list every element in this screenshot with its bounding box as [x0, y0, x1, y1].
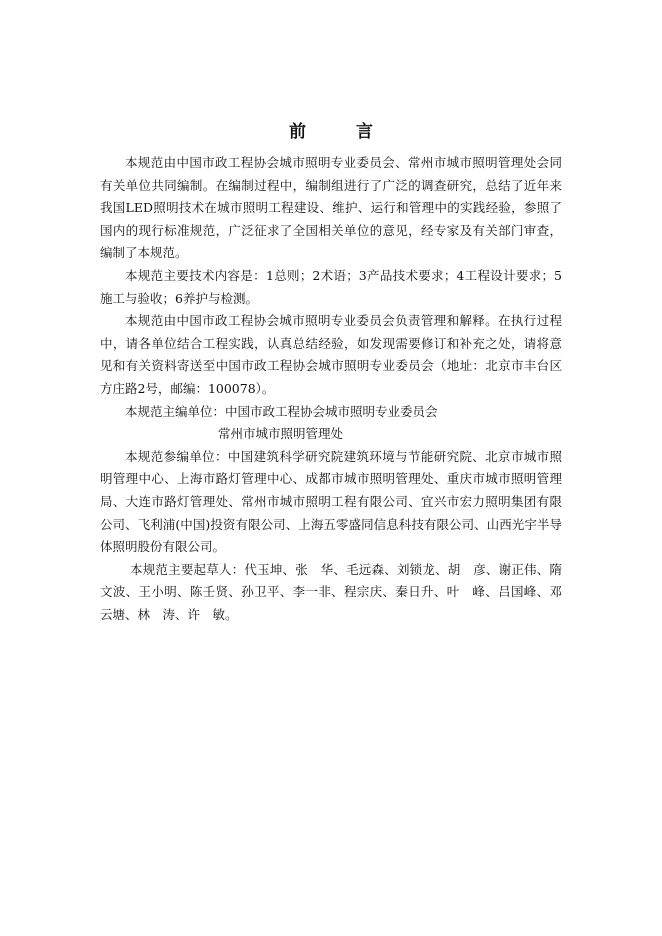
management-paragraph: 本规范由中国市政工程协会城市照明专业委员会负责管理和解释。在执行过程中，请各单位结合工程实践，认真总结经验，如发现需要修订和补充之处，请将意见和有关资料寄送至中国市政工程协会城市照明专业委员会（地址：北京市丰台区方庄路2号，邮编：100078）。	[100, 313, 562, 396]
preface-body	[100, 152, 562, 626]
chief-editor-paragraph: 本规范主编单位：中国市政工程协会城市照明专业委员会	[125, 403, 438, 419]
participants-paragraph: 本规范参编单位：中国建筑科学研究院建筑环境与节能研究院、北京市城市照明管理中心、上海市路灯管理中心、成都市城市照明管理处、重庆市城市照明管理局、大连市路灯管理处、常州市城市照明工程有限公司、宜兴市宏力照明集团有限公司、飞利浦(中国)投资有限公司、上海五零盛同信息科技有限公司、山西光宇半导体照明股份有限公司。	[100, 448, 562, 555]
chief-editor-second-unit: 常州市城市照明管理处	[218, 426, 344, 442]
drafters-paragraph: 本规范主要起草人：代玉坤、张 华、毛远森、刘锁龙、胡 彦、谢正伟、隋文波、王小明、陈壬贤、孙卫平、李一非、程宗庆、秦日升、叶 峰、吕国峰、邓云塘、林 涛、许 敏。	[100, 561, 562, 622]
main-content-paragraph: 本规范主要技术内容是：1总则；2术语；3产品技术要求；4工程设计要求；5施工与验收；6养护与检测。	[100, 267, 562, 306]
page-title: 前 言	[289, 122, 395, 142]
intro-paragraph: 本规范由中国市政工程协会城市照明专业委员会、常州市城市照明管理处会同有关单位共同编制。在编制过程中，编制组进行了广泛的调查研究，总结了近年来我国LED照明技术在城市照明工程建设、维护、运行和管理中的实践经验，参照了国内的现行标准规范，广泛征求了全国相关单位的意见，经专家及有关部门审查，编制了本规范。	[100, 155, 562, 261]
